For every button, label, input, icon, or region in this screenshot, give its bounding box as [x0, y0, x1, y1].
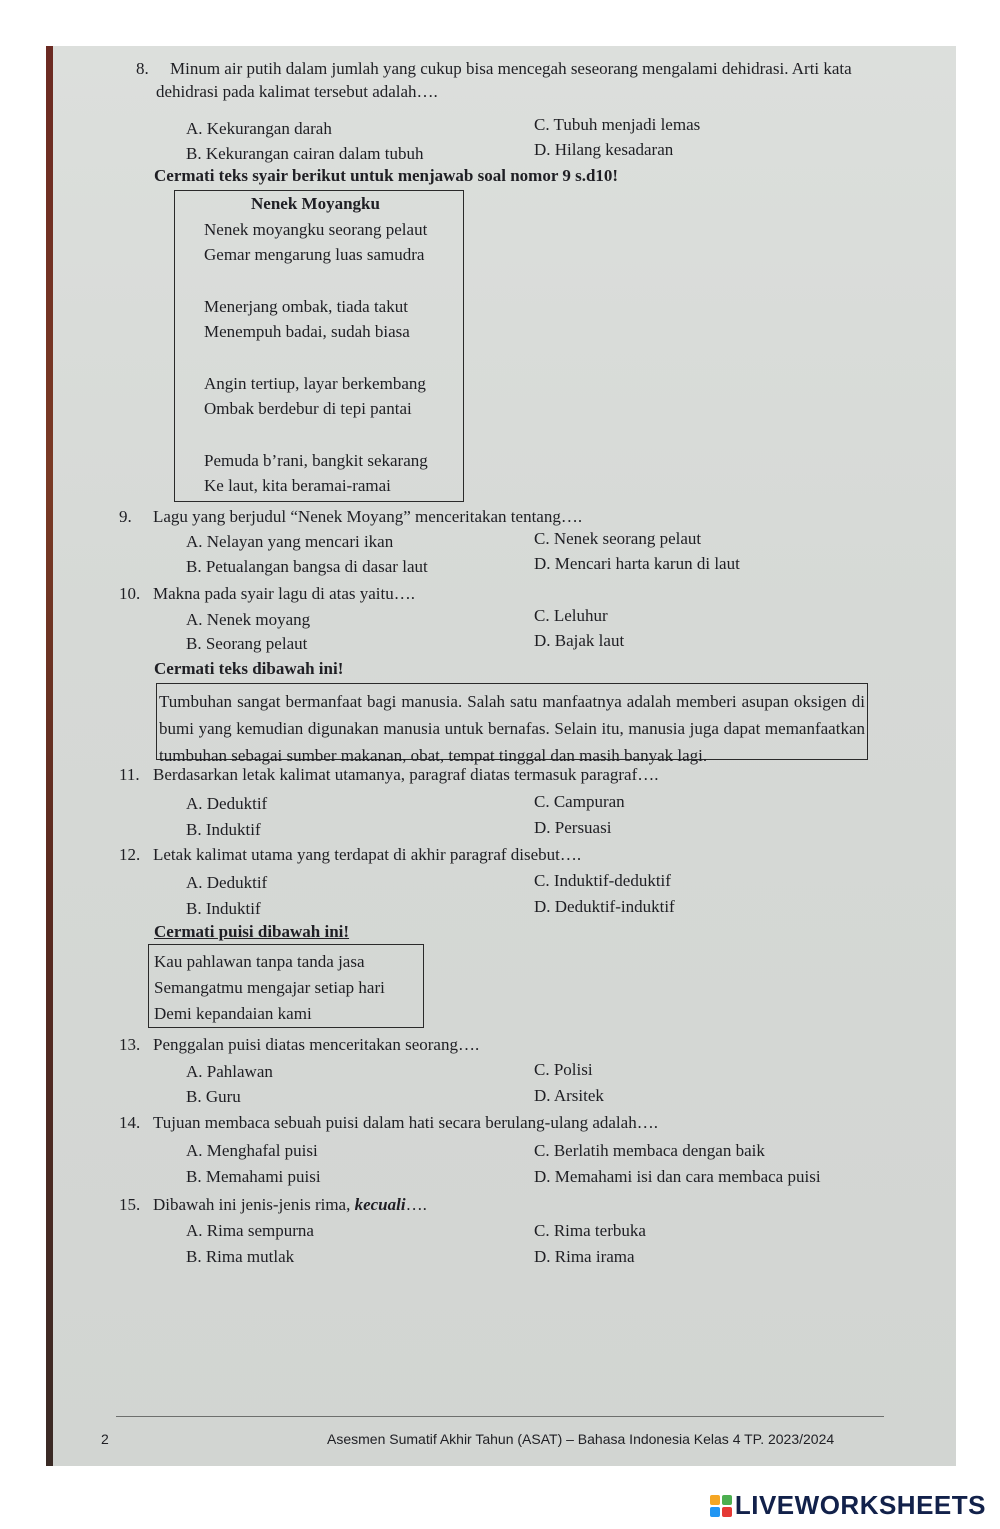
question-text-start: Dibawah ini jenis-jenis rima,	[153, 1195, 355, 1214]
question-number: 12.	[119, 845, 141, 864]
logo-square	[710, 1495, 720, 1505]
question-8	[136, 58, 852, 80]
question-number: 8.	[136, 59, 149, 78]
q15-option-b[interactable]: B. Rima mutlak	[186, 1247, 295, 1266]
q12-option-d[interactable]: D. Deduktif-induktif	[534, 897, 675, 916]
question-number: 14.	[119, 1113, 141, 1132]
q11-option-b[interactable]: B. Induktif	[186, 820, 261, 839]
poem-line: Nenek moyangku seorang pelaut	[204, 220, 428, 239]
poem-line: Menerjang ombak, tiada takut	[204, 297, 408, 316]
q8-option-a[interactable]: A. Kekurangan darah	[186, 119, 332, 138]
q14-option-d[interactable]: D. Memahami isi dan cara membaca puisi	[534, 1167, 821, 1186]
poem-line: Gemar mengarung luas samudra	[204, 245, 425, 264]
poem-title: Nenek Moyangku	[251, 194, 380, 213]
q13-option-d[interactable]: D. Arsitek	[534, 1086, 604, 1105]
question-12	[119, 844, 581, 866]
poem-line: Demi kepandaian kami	[154, 1004, 312, 1023]
question-text: Penggalan puisi diatas menceritakan seorang….	[153, 1035, 480, 1054]
q8-option-b[interactable]: B. Kekurangan cairan dalam tubuh	[186, 144, 424, 163]
q8-option-d[interactable]: D. Hilang kesadaran	[534, 140, 674, 159]
logo-square	[722, 1507, 732, 1517]
question-number: 11.	[119, 765, 140, 784]
question-text-end: ….	[405, 1195, 427, 1214]
poem-line: Kau pahlawan tanpa tanda jasa	[154, 952, 365, 971]
question-text: Lagu yang berjudul “Nenek Moyang” menceritakan tentang….	[153, 507, 583, 526]
q14-option-a[interactable]: A. Menghafal puisi	[186, 1141, 318, 1160]
short-poem-box	[148, 944, 424, 1028]
q12-option-c[interactable]: C. Induktif-deduktif	[534, 871, 671, 890]
question-number: 13.	[119, 1035, 141, 1054]
footer-title: Asesmen Sumatif Akhir Tahun (ASAT) – Bahasa Indonesia Kelas 4 TP. 2023/2024	[327, 1431, 835, 1447]
poem-line: Pemuda b’rani, bangkit sekarang	[204, 451, 428, 470]
question-14	[119, 1112, 658, 1134]
q12-option-a[interactable]: A. Deduktif	[186, 873, 268, 892]
logo-square	[710, 1507, 720, 1517]
q8-option-c[interactable]: C. Tubuh menjadi lemas	[534, 115, 701, 134]
question-9	[119, 506, 582, 528]
question-text: Berdasarkan letak kalimat utamanya, paragraf diatas termasuk paragraf….	[153, 765, 659, 784]
q15-option-a[interactable]: A. Rima sempurna	[186, 1221, 314, 1240]
question-text: Tujuan membaca sebuah puisi dalam hati secara berulang-ulang adalah….	[153, 1113, 658, 1132]
page-number: 2	[101, 1431, 109, 1447]
q9-option-c[interactable]: C. Nenek seorang pelaut	[534, 529, 702, 548]
liveworksheets-icon	[710, 1495, 732, 1517]
poem-box	[174, 190, 464, 502]
poem-line: Menempuh badai, sudah biasa	[204, 322, 410, 341]
q14-option-c[interactable]: C. Berlatih membaca dengan baik	[534, 1141, 765, 1160]
poem-line: Semangatmu mengajar setiap hari	[154, 978, 385, 997]
question-10	[119, 583, 415, 605]
question-13	[119, 1034, 479, 1056]
instruction-puisi: Cermati puisi dibawah ini!	[154, 922, 350, 941]
liveworksheets-logo	[710, 1490, 986, 1521]
question-text: Makna pada syair lagu di atas yaitu….	[153, 584, 416, 603]
poem-line: Ke laut, kita beramai-ramai	[204, 476, 391, 495]
q15-option-c[interactable]: C. Rima terbuka	[534, 1221, 646, 1240]
page-edge-shadow	[46, 46, 53, 1466]
instruction-poem: Cermati teks syair berikut untuk menjawab soal nomor 9 s.d10!	[154, 166, 619, 185]
q12-option-b[interactable]: B. Induktif	[186, 899, 261, 918]
q9-option-b[interactable]: B. Petualangan bangsa di dasar laut	[186, 557, 428, 576]
question-8-continuation: dehidrasi pada kalimat tersebut adalah….	[156, 82, 438, 101]
q13-option-b[interactable]: B. Guru	[186, 1087, 241, 1106]
q14-option-b[interactable]: B. Memahami puisi	[186, 1167, 321, 1186]
instruction-paragraph: Cermati teks dibawah ini!	[154, 659, 344, 678]
q10-option-a[interactable]: A. Nenek moyang	[186, 610, 311, 629]
brand-name: LIVEWORKSHEETS	[734, 1490, 986, 1520]
q11-option-c[interactable]: C. Campuran	[534, 792, 625, 811]
footer-divider	[116, 1416, 884, 1417]
q9-option-d[interactable]: D. Mencari harta karun di laut	[534, 554, 740, 573]
question-number: 10.	[119, 584, 141, 603]
question-text: Letak kalimat utama yang terdapat di akhir paragraf disebut….	[153, 845, 582, 864]
q10-option-c[interactable]: C. Leluhur	[534, 606, 608, 625]
q13-option-a[interactable]: A. Pahlawan	[186, 1062, 273, 1081]
q15-option-d[interactable]: D. Rima irama	[534, 1247, 635, 1266]
q10-option-b[interactable]: B. Seorang pelaut	[186, 634, 308, 653]
question-text-emphasis: kecuali	[354, 1195, 406, 1214]
q10-option-d[interactable]: D. Bajak laut	[534, 631, 625, 650]
question-15	[119, 1194, 427, 1216]
q11-option-d[interactable]: D. Persuasi	[534, 818, 612, 837]
question-number: 15.	[119, 1195, 141, 1214]
paragraph-box: Tumbuhan sangat bermanfaat bagi manusia. Salah satu manfaatnya adalah memberi asupan oksigen di bumi yang kemudian digunakan manusia untuk bernafas. Selain itu, manusia juga dapat memanfaatkan tumbuhan sebagai sumber makanan, obat, tempat tinggal dan masih banyak lagi.	[156, 683, 868, 760]
question-text: Minum air putih dalam jumlah yang cukup bisa mencegah seseorang mengalami dehidrasi. Arti kata	[170, 59, 852, 78]
logo-square	[722, 1495, 732, 1505]
question-number: 9.	[119, 507, 132, 526]
worksheet-page	[46, 46, 956, 1466]
q13-option-c[interactable]: C. Polisi	[534, 1060, 593, 1079]
q9-option-a[interactable]: A. Nelayan yang mencari ikan	[186, 532, 394, 551]
poem-line: Angin tertiup, layar berkembang	[204, 374, 426, 393]
question-11	[119, 764, 659, 786]
q11-option-a[interactable]: A. Deduktif	[186, 794, 268, 813]
poem-line: Ombak berdebur di tepi pantai	[204, 399, 412, 418]
